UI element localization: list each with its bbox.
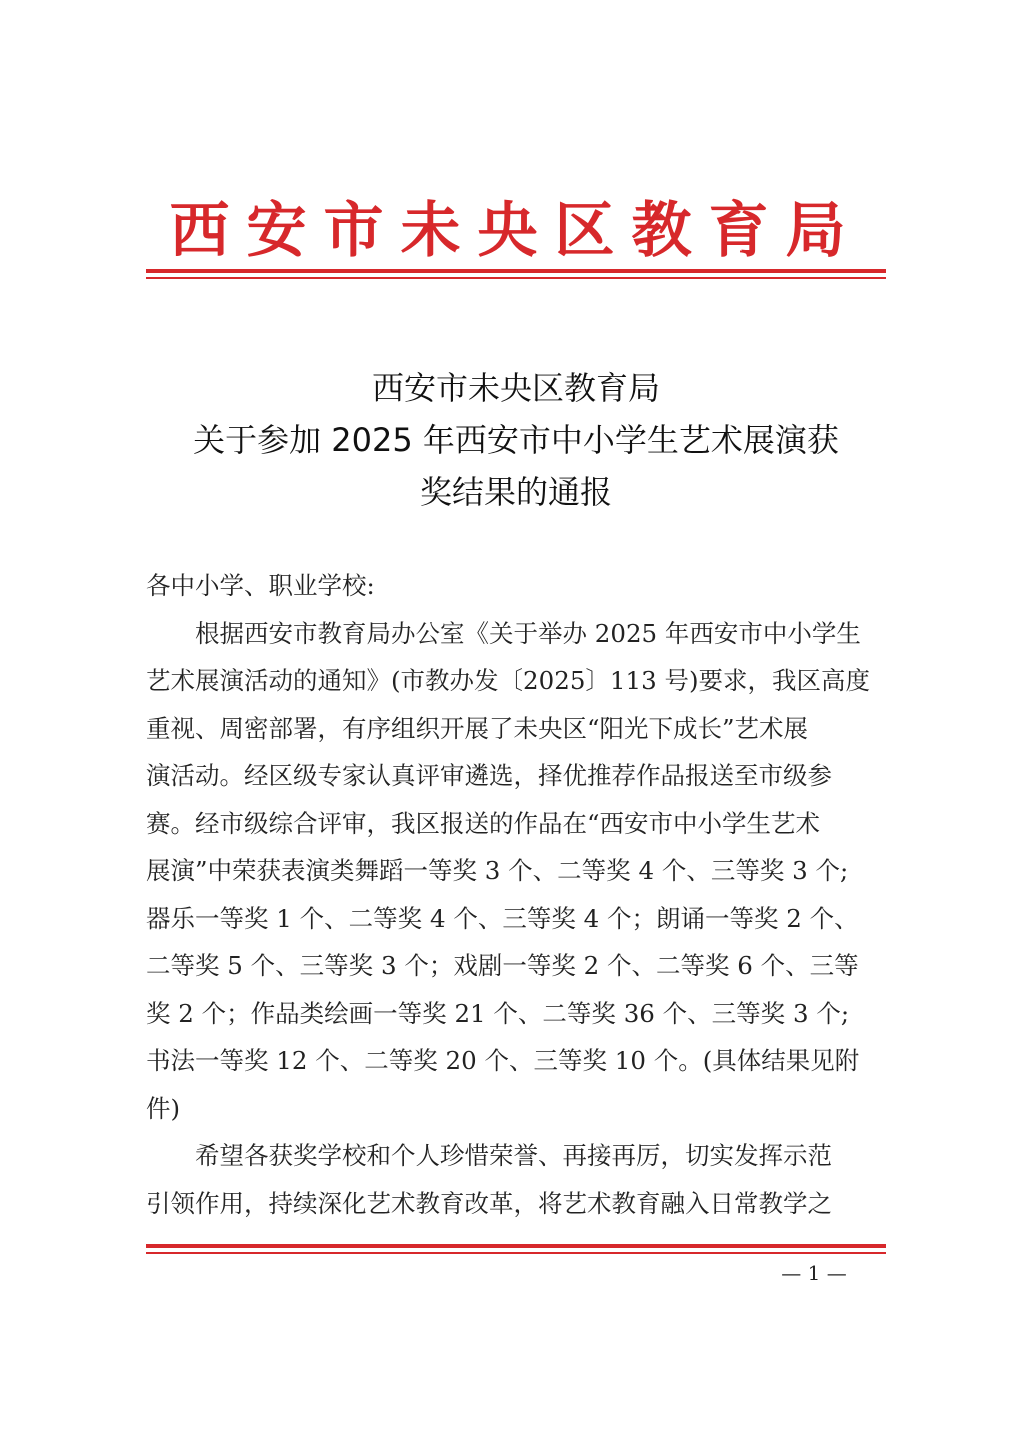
footer-rule-thick [146, 1244, 886, 1248]
page-number: — 1 — [781, 1261, 847, 1285]
footer-rule-thin [146, 1252, 886, 1254]
body-line: 引领作用，持续深化艺术教育改革，将艺术教育融入日常教学之 [146, 1188, 832, 1218]
masthead-title: 西安市未央区教育局 [169, 196, 863, 266]
body-line: 件) [146, 1093, 181, 1123]
body-line: 二等奖 5 个、三等奖 3 个；戏剧一等奖 2 个、二等奖 6 个、三等 [146, 951, 859, 980]
body-line: 艺术展演活动的通知》(市教办发〔2025〕113 号)要求，我区高度 [146, 666, 871, 695]
title-line-1: 西安市未央区教育局 [371, 369, 660, 407]
body-line: 重视、周密部署，有序组织开展了未央区“阳光下成长”艺术展 [146, 713, 809, 743]
masthead-rule-thick [146, 269, 886, 273]
document-title [130, 362, 902, 518]
document-body [146, 562, 886, 1227]
body-line: 展演”中荣获表演类舞蹈一等奖 3 个、二等奖 4 个、三等奖 3 个; [146, 856, 849, 885]
body-line: 根据西安市教育局办公室《关于举办 2025 年西安市中小学生 [146, 618, 861, 648]
body-line: 希望各获奖学校和个人珍惜荣誉、再接再厉，切实发挥示范 [146, 1141, 832, 1170]
body-line: 器乐一等奖 1 个、二等奖 4 个、三等奖 4 个；朗诵一等奖 2 个、 [146, 903, 859, 933]
body-line: 演活动。经区级专家认真评审遴选，择优推荐作品报送至市级参 [146, 761, 832, 790]
title-line-3: 奖结果的通报 [419, 473, 612, 511]
salutation: 各中小学、职业学校: [146, 571, 375, 600]
title-line-2: 关于参加 2025 年西安市中小学生艺术展演获 [193, 421, 839, 459]
body-line: 书法一等奖 12 个、二等奖 20 个、三等奖 10 个。(具体结果见附 [146, 1046, 860, 1075]
masthead-rule-thin [146, 277, 886, 279]
body-line: 赛。经市级综合评审，我区报送的作品在“西安市中小学生艺术 [146, 808, 821, 838]
body-line: 奖 2 个；作品类绘画一等奖 21 个、二等奖 36 个、三等奖 3 个; [146, 998, 850, 1028]
